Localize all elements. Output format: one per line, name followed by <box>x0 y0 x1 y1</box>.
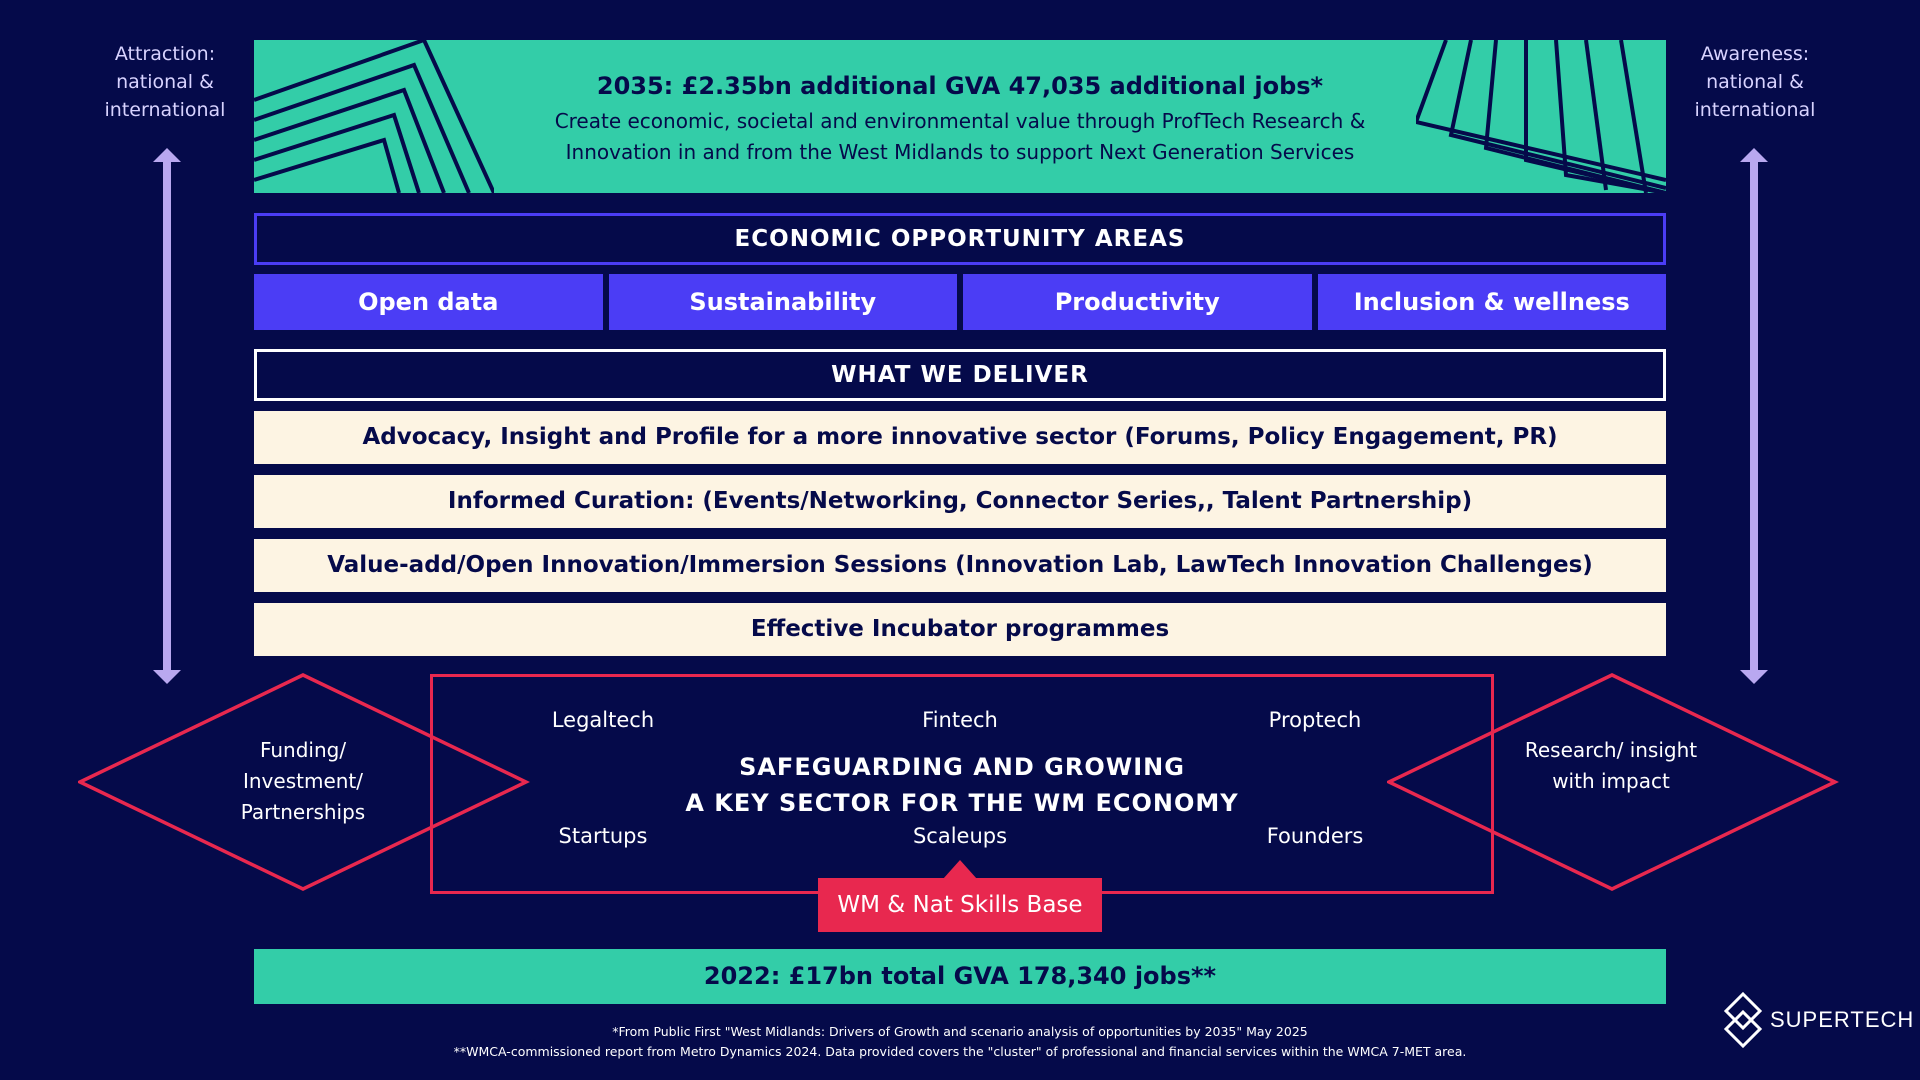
skills-base-pointer <box>943 860 977 879</box>
sector-title <box>433 749 1491 821</box>
left-diamond-label: Funding/ Investment/ Partnerships <box>240 738 366 824</box>
skills-base-tag: WM & Nat Skills Base <box>818 878 1102 932</box>
opportunity-area-productivity: Productivity <box>963 274 1312 330</box>
footnote-2: **WMCA-commissioned report from Metro Dynamics 2024. Data provided covers the "cluster" of professional and financial services within the WMCA 7-MET area. <box>453 1044 1467 1059</box>
top-banner-subtitle: Create economic, societal and environmental value through ProfTech Research & Innovation in and from the West Midlands to support Next Generation Services <box>554 109 1366 164</box>
bottom-banner: 2022: £17bn total GVA 178,340 jobs** <box>254 949 1666 1004</box>
supertech-logo-text: SUPERTECH <box>1770 1007 1915 1032</box>
sector-title-line1: SAFEGUARDING AND GROWING <box>739 753 1185 781</box>
sector-founders: Founders <box>1266 824 1364 848</box>
deliver-item: Advocacy, Insight and Profile for a more innovative sector (Forums, Policy Engagement, PR) <box>254 411 1666 464</box>
sector-startups: Startups <box>558 824 648 848</box>
opportunity-areas <box>254 274 1666 330</box>
right-double-arrow <box>1737 148 1771 684</box>
deliver-item: Value-add/Open Innovation/Immersion Sessions (Innovation Lab, LawTech Innovation Challenges) <box>254 539 1666 592</box>
sector-fintech: Fintech <box>922 708 998 732</box>
sector-title-line2: A KEY SECTOR FOR THE WM ECONOMY <box>685 789 1239 817</box>
right-decorative-lines <box>1416 40 1666 193</box>
sector-legaltech: Legaltech <box>551 708 655 732</box>
deliver-item: Informed Curation: (Events/Networking, Connector Series,, Talent Partnership) <box>254 475 1666 528</box>
top-banner <box>254 40 1666 193</box>
top-banner-headline: 2035: £2.35bn additional GVA 47,035 additional jobs* <box>596 72 1324 100</box>
sector-proptech: Proptech <box>1268 708 1362 732</box>
opportunity-heading: ECONOMIC OPPORTUNITY AREAS <box>254 213 1666 265</box>
deliver-heading: WHAT WE DELIVER <box>254 349 1666 401</box>
opportunity-area-sustainability: Sustainability <box>609 274 958 330</box>
opportunity-area-inclusion: Inclusion & wellness <box>1318 274 1667 330</box>
footnote-1: *From Public First "West Midlands: Drivers of Growth and scenario analysis of opportunities by 2035" May 2025 <box>612 1024 1308 1039</box>
sector-scaleups: Scaleups <box>912 824 1008 848</box>
left-decorative-lines <box>254 40 494 193</box>
supertech-logo-icon <box>1722 992 1764 1048</box>
right-side-label: Awareness: national & international <box>1694 43 1816 121</box>
left-side-label: Attraction: national & international <box>104 43 226 121</box>
deliver-list <box>254 411 1666 667</box>
right-diamond-label: Research/ insight with impact <box>1524 738 1698 793</box>
deliver-item: Effective Incubator programmes <box>254 603 1666 656</box>
footnotes <box>300 1022 1620 1062</box>
left-double-arrow <box>150 148 184 684</box>
opportunity-area-open-data: Open data <box>254 274 603 330</box>
supertech-logo <box>1722 992 1914 1048</box>
